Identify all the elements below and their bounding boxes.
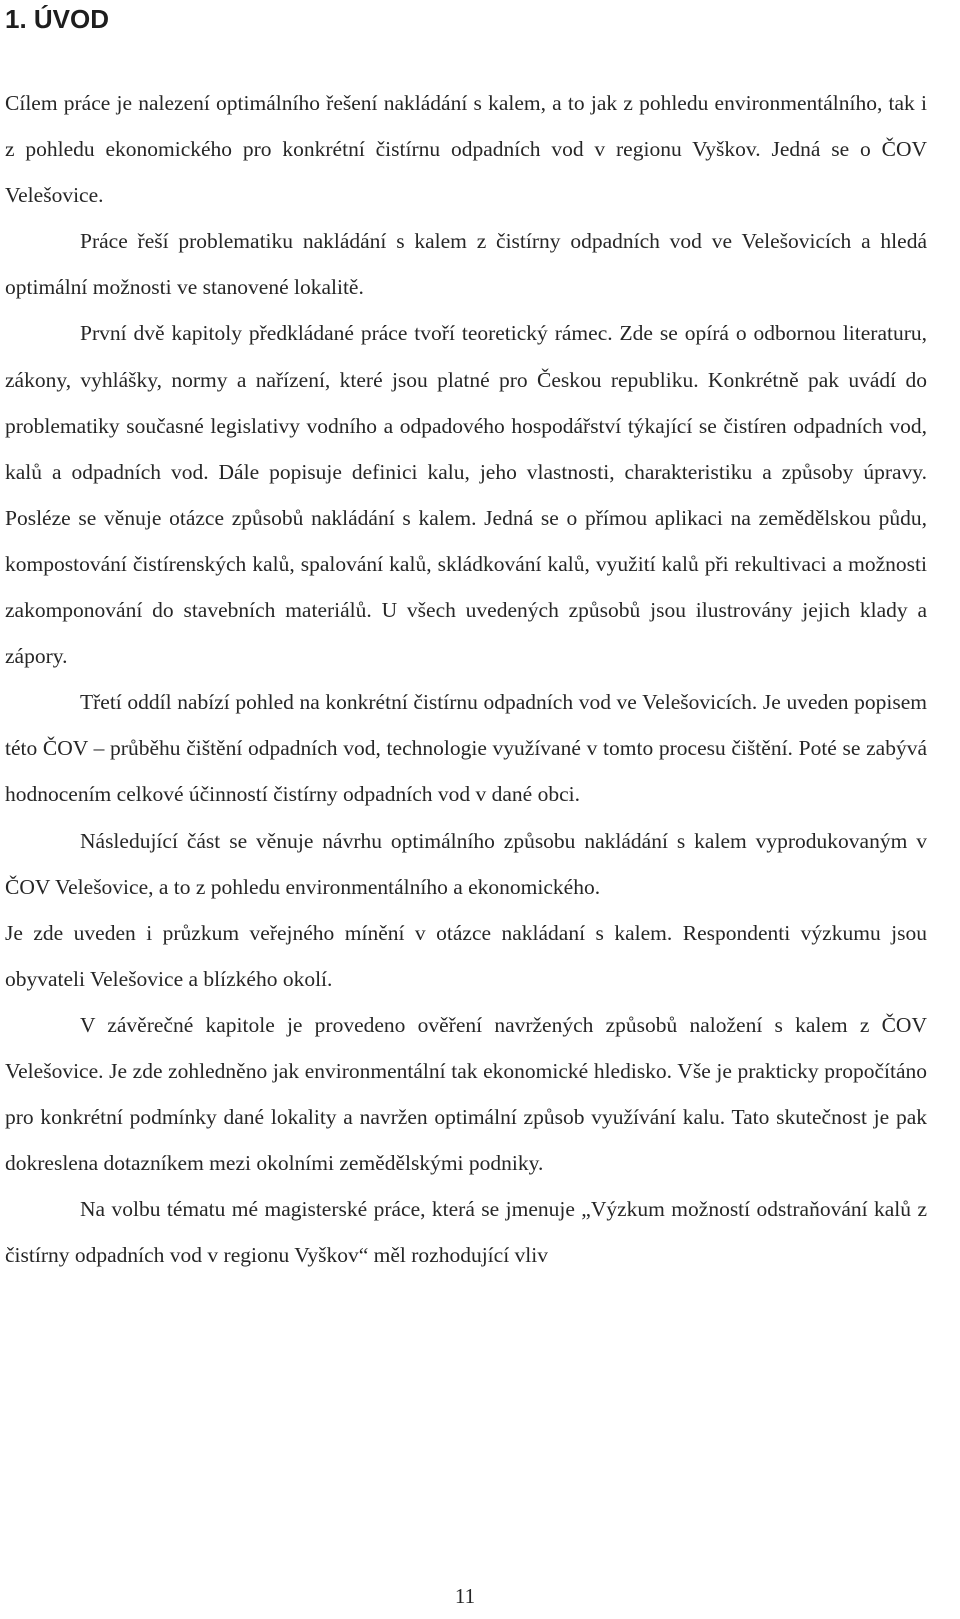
page-number: 11 [454,1584,476,1608]
body-text [5,80,927,1278]
paragraph: Třetí oddíl nabízí pohled na konkrétní čistírnu odpadních vod ve Velešovicích. Je uveden popisem této ČOV – průběhu čištění odpadních vod, technologie využívané v tomto procesu čištění. Poté se zabývá hodnocením celkové účinností čistírny odpadních vod v dané obci. [5,690,927,807]
chapter-heading: 1. ÚVOD [5,4,110,34]
paragraph: Je zde uveden i průzkum veřejného mínění v otázce nakládaní s kalem. Respondenti výzkumu jsou obyvateli Velešovice a blízkého okolí. [5,920,927,991]
paragraph: Práce řeší problematiku nakládání s kalem z čistírny odpadních vod ve Velešovicích a hledá optimální možnosti ve stanovené lokalitě. [5,229,927,300]
paragraph: Na volbu tématu mé magisterské práce, která se jmenuje „Výzkum možností odstraňování kalů z čistírny odpadních vod v regionu Vyškov“ měl rozhodující vliv [5,1197,927,1268]
paragraph: První dvě kapitoly předkládané práce tvoří teoretický rámec. Zde se opírá o odbornou literaturu, zákony, vyhlášky, normy a nařízení, které jsou platné pro Českou republiku. Konkrétně pak uvádí do problematiky současné legislativy vodního a odpadového hospodářství týkající se čistíren odpadních vod, kalů a odpadních vod. Dále popisuje definici kalu, jeho vlastnosti, charakteristiku a způsoby úpravy. Posléze se věnuje otázce způsobů nakládání s kalem. Jedná se o přímou aplikaci na zemědělskou půdu, kompostování čistírenských kalů, spalování kalů, skládkování kalů, využití kalů při rekultivaci a možnosti zakomponování do stavebních materiálů. U všech uvedených způsobů jsou ilustrovány jejich klady a zápory. [5,321,927,669]
paragraph: Cílem práce je nalezení optimálního řešení nakládání s kalem, a to jak z pohledu environmentálního, tak i z pohledu ekonomického pro konkrétní čistírnu odpadních vod v regionu Vyškov. Jedná se o ČOV Velešovice. [5,91,927,208]
paragraph: V závěrečné kapitole je provedeno ověření navržených způsobů naložení s kalem z ČOV Velešovice. Je zde zohledněno jak environmentální tak ekonomické hledisko. Vše je prakticky propočítáno pro konkrétní podmínky dané lokality a navržen optimální způsob využívání kalu. Tato skutečnost je pak dokreslena dotazníkem mezi okolními zemědělskými podniky. [5,1012,927,1176]
paragraph: Následující část se věnuje návrhu optimálního způsobu nakládání s kalem vyprodukovaným v ČOV Velešovice, a to z pohledu environmentálního a ekonomického. [5,828,927,899]
